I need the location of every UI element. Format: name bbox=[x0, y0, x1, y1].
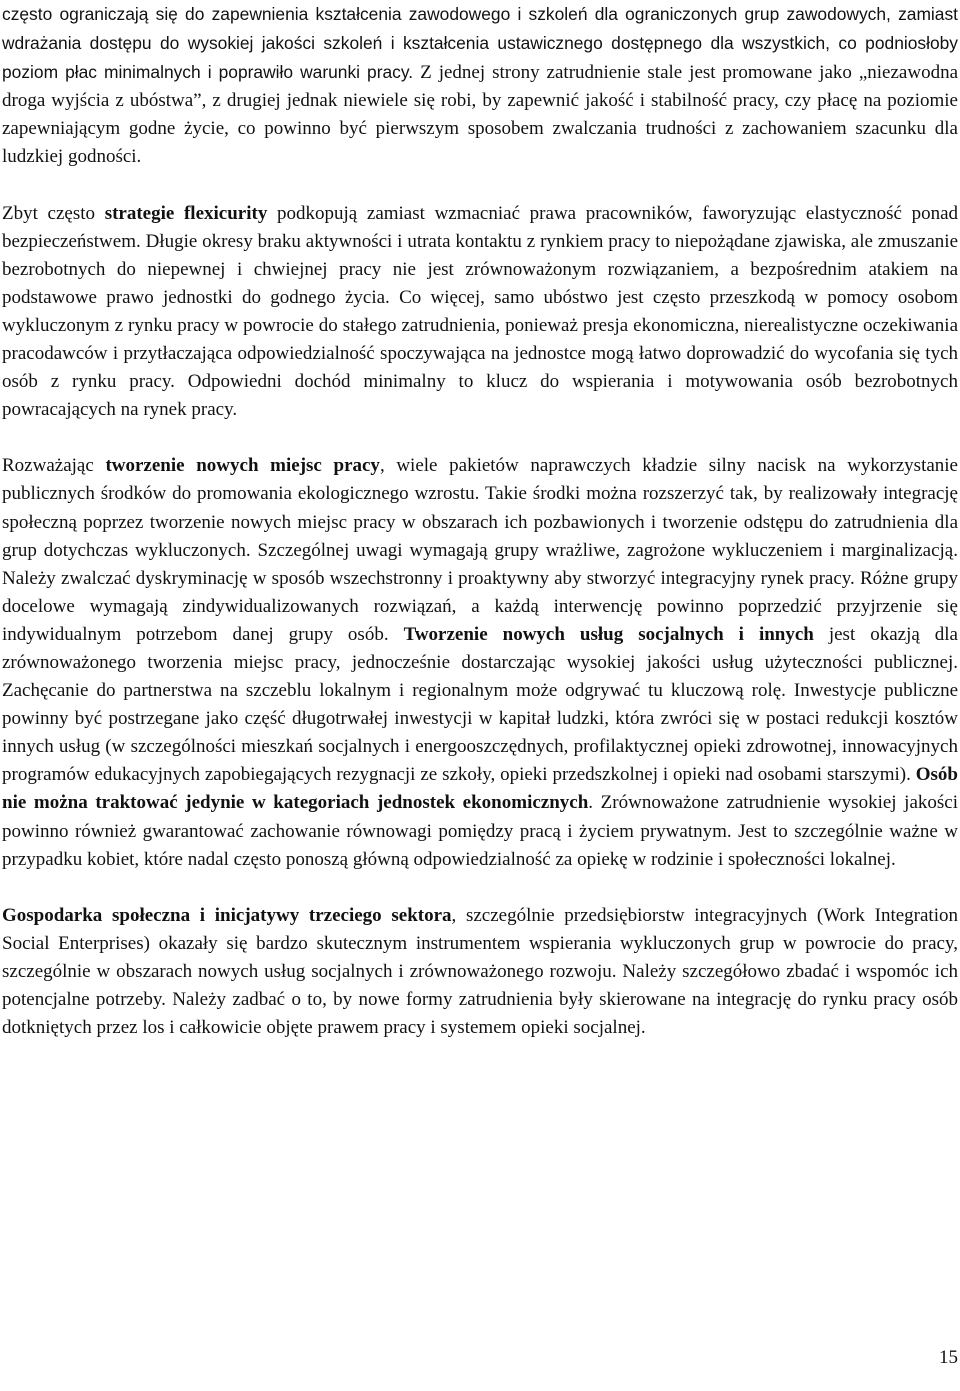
paragraph-text: . Zrównoważone zatrudnienie wysokiej jakości powinno również gwarantować zachowanie równowagi pomiędzy pracą i życiem prywatnym. Jest to szczególnie ważne w przypadku kobiet, które nadal często ponoszą główną odpowiedzialność za opiekę w rodzinie i społeczności lokalnej. bbox=[2, 792, 958, 870]
bold-term-not-economic-units: Osób nie można traktować jedynie w kategoriach jednostek ekonomicznych bbox=[2, 764, 958, 814]
paragraph-text: , szczególnie przedsiębiorstw integracyjnych (Work Integration Social Enterprises) okazały się bardzo skutecznym instrumentem wspierania wykluczonych grup w powrocie do pracy, szczególnie w obszarach nowych usług socjalnych i zrównoważonego rozwoju. Należy szczegółowo zbadać i wspomóc ich potencjalne potrzeby. Należy zadbać o to, by nowe formy zatrudnienia były skierowane na integrację do rynku pracy osób dotkniętych przez los i całkowicie objęte prawem pracy i systemem opieki socjalnej. bbox=[2, 904, 958, 1039]
paragraph-text: podkopują zamiast wzmacniać prawa pracowników, faworyzując elastyczność ponad bezpieczeństwem. Długie okresy braku aktywności i utrata kontaktu z rynkiem pracy to niepożądane zjawiska, ale zmuszanie bezrobotnych do niepewnej i chwiejnej pracy nie jest zrównoważonym rozwiązaniem, a bezpośrednim atakiem na podstawowe prawo jednostki do godnego życia. Co więcej, samo ubóstwo jest często przeszkodą w pomocy osobom wykluczonym z rynku pracy w powrocie do stałego zatrudnienia, ponieważ presja ekonomiczna, nierealistyczne oczekiwania pracodawców i przytłaczająca odpowiedzialność spoczywająca na jednostce mogą łatwo doprowadzić do wycofania się tych osób z rynku pracy. Odpowiedni dochód minimalny to klucz do wspierania i motywowania osób bezrobotnych powracających na rynek pracy. bbox=[2, 202, 959, 421]
bold-term-job-creation: tworzenie nowych miejsc pracy bbox=[105, 455, 380, 477]
bold-term-social-services: Tworzenie nowych usług socjalnych i innych bbox=[403, 623, 814, 645]
paragraph-employment-quality bbox=[2, 0, 958, 172]
bold-term-social-economy: Gospodarka społeczna i inicjatywy trzeciego sektora bbox=[2, 904, 452, 926]
paragraph-social-economy bbox=[2, 902, 958, 1042]
paragraph-text: często ograniczają się do zapewnienia kształcenia zawodowego i szkoleń dla ograniczonych grup zawodowych, zamiast wdrażania dostępu do wysokiej jakości szkoleń i kształcenia ustawicznego dostępnego dla wszystkich, co podniosłoby poziom płac minimalnych i poprawiło warunki pracy. bbox=[2, 4, 958, 83]
paragraph-job-creation bbox=[2, 452, 958, 873]
paragraph-text: Rozważając bbox=[2, 455, 106, 477]
page-number: 15 bbox=[939, 1347, 958, 1368]
paragraph-flexicurity bbox=[2, 200, 958, 425]
paragraph-text: Z jednej strony zatrudnienie stale jest promowane jako „niezawodna droga wyjścia z ubóstwa”, z drugiej jednak niewiele się robi, by zapewnić jakość i stabilność pracy, czy płacę na poziomie zapewniającym godne życie, co powinno być pierwszym sposobem zwalczania trudności z zachowaniem szacunku dla ludzkiej godności. bbox=[2, 62, 958, 168]
paragraph-text: , wiele pakietów naprawczych kładzie silny nacisk na wykorzystanie publicznych środków do promowania ekologicznego wzrostu. Takie środki można rozszerzyć tak, by realizowały integrację społeczną poprzez tworzenie nowych miejsc pracy w obszarach ich pozbawionych i tworzenie odstępu do zatrudnienia dla grup dotychczas wykluczonych. Szczególnej uwagi wymagają grupy wrażliwe, zagrożone wykluczeniem i marginalizacją. Należy zwalczać dyskryminację w sposób wszechstronny i proaktywny aby stworzyć integracyjny rynek pracy. Różne grupy docelowe wymagają zindywidualizowanych rozwiązań, a każdą interwencję powinno poprzedzić przyjrzenie się indywidualnym potrzebom danej grupy osób. bbox=[2, 455, 958, 645]
paragraph-text: Zbyt często bbox=[2, 202, 105, 224]
paragraph-text: jest okazją dla zrównoważonego tworzenia miejsc pracy, jednocześnie dostarczając wysokiej jakości usług użyteczności publicznej. Zachęcanie do partnerstwa na szczeblu lokalnym i regionalnym może odgrywać tu kluczową rolę. Inwestycje publiczne powinny być postrzegane jako część długotrwałej inwestycji w kapitał ludzki, która zwróci się w postaci redukcji kosztów innych usług (w szczególności mieszkań socjalnych i energooszczędnych, profilaktycznej opieki zdrowotnej, innowacyjnych programów edukacyjnych zapobiegających rezygnacji ze szkoły, opieki przedszkolnej i opieki nad osobami starszymi). bbox=[2, 623, 958, 786]
bold-term-flexicurity: strategie flexicurity bbox=[104, 202, 268, 224]
